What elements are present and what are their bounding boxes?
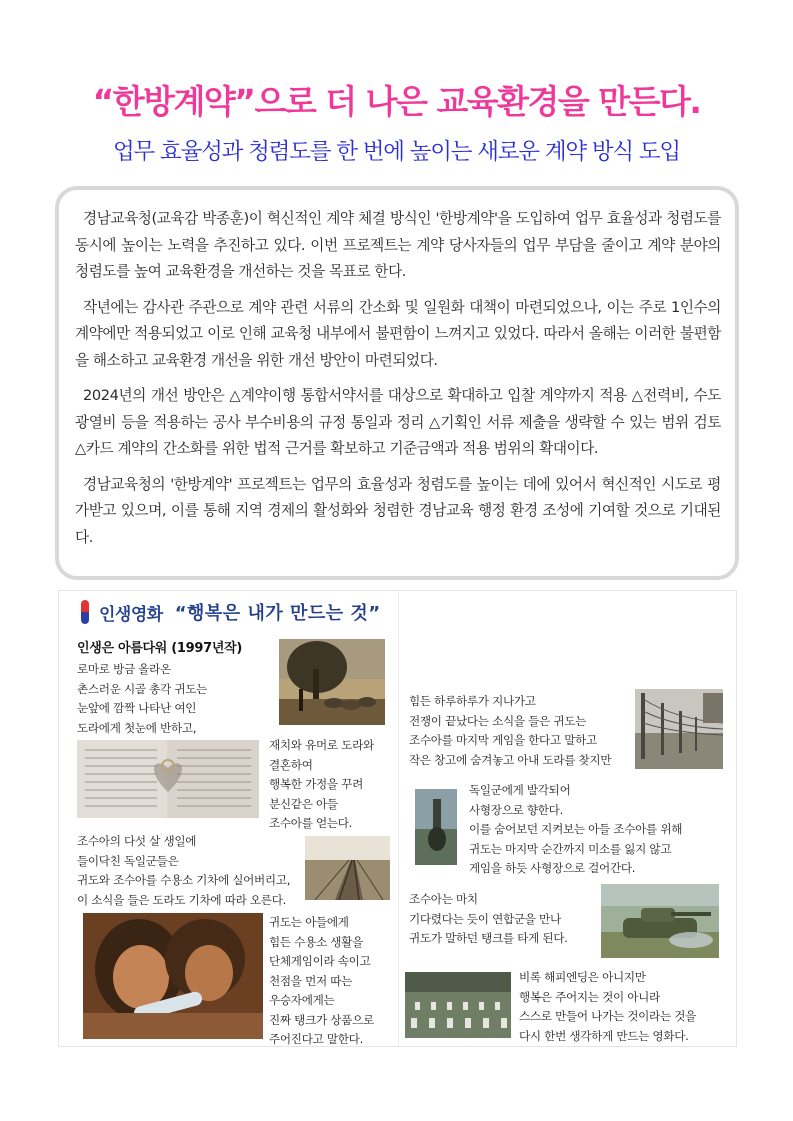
story-block-1: 로마로 방금 올라온 촌스러운 시골 총각 귀도는 눈앞에 깜짝 나타난 여인 도라에게 첫눈에 반하고, (77, 662, 208, 735)
article-box (55, 186, 739, 580)
story-block-2: 재치와 유머로 도라와 결혼하여 행복한 가정을 꾸려 분신같은 아들 조수아를 얻는다. (269, 738, 374, 830)
cemetery-image (405, 972, 511, 1038)
column-divider (398, 591, 399, 1046)
story-block-3: 조수아의 다섯 살 생일에 들이닥친 독일군들은 귀도와 조수아를 수용소 기차에 실어버리고, 이 소식을 들은 도라도 기차에 따라 오른다. (77, 834, 291, 907)
movie-quote: “행복은 내가 만드는 것” (174, 603, 381, 624)
prison-fence-image (635, 689, 723, 769)
story-block-5: 힘든 하루하루가 지나가고 전쟁이 끝났다는 소식을 들은 귀도는 조수아를 마지막 게임을 한다고 말하고 작은 창고에 숨겨놓고 아내 도라를 찾지만 (409, 694, 612, 767)
film-title: 인생은 아름다워 (1997년작) (77, 641, 243, 656)
movie-label: 인생영화 (99, 604, 163, 625)
article-paragraph: 2024년의 개선 방안은 △계약이행 통합서약서를 대상으로 확대하고 입찰 계약까지 적용 △전력비, 수도광열비 등을 적용하는 공사 부수비용의 규정 통일과 정리 △기획인 서류 제출을 생략할 수 있는 범위 검토 △카드 계약의 간소화를 위한 법적 근거를 확보하고 기준금액과 적용 범위의 확대이다. (75, 387, 721, 457)
book-heart-image (77, 740, 259, 818)
story-block-7: 조수아는 마치 기다렸다는 듯이 연합군을 만나 귀도가 말하던 탱크를 타게 된다. (409, 892, 568, 945)
children-water-image (83, 913, 263, 1039)
tank-image (601, 884, 719, 958)
page-subtitle: 업무 효율성과 청렴도를 한 번에 높이는 새로운 계약 방식 도입 (113, 139, 680, 165)
article-paragraph: 경남교육청의 '한방계약' 프로젝트는 업무의 효율성과 청렴도를 높이는 데에 있어서 혁신적인 시도로 평가받고 있으며, 이를 통해 지역 경제의 활성화와 청렴한 경남교육 행정 환경 조성에 기여할 것으로 기대된다. (75, 475, 721, 546)
story-block-8: 비록 해피엔딩은 아니지만 행복은 주어지는 것이 아니라 스스로 만들어 나가는 것이라는 것을 다시 한번 생각하게 만드는 영화다. (519, 970, 697, 1043)
story-block-4: 귀도는 아들에게 힘든 수용소 생활을 단체게임이라 속이고 천점을 먼저 따는 우승자에게는 진짜 탱크가 상품으로 주어진다고 말한다. (269, 915, 374, 1046)
page-title: “한방계약”으로 더 나은 교육환경을 만든다. (92, 82, 701, 121)
story-block-6: 독일군에게 발각되어 사형장으로 향한다. 이를 숨어보던 지켜보는 아들 조수아를 위해 귀도는 마지막 순간까지 미소를 잃지 않고 게임을 하듯 사형장으로 걸어간다. (469, 783, 683, 875)
movie-section (58, 590, 737, 1047)
article-paragraph: 작년에는 감사관 주관으로 계약 관련 서류의 간소화 및 일원화 대책이 마련되었으나, 이는 주로 1인수의 계약에만 적용되었고 이로 인해 교육청 내부에서 불편함이 느껴지고 있었다. 따라서 올해는 이러한 불편함을 해소하고 교육환경 개선을 위한 개선 방안이 마련되었다. (75, 298, 721, 369)
capsule-icon (81, 600, 89, 624)
sheep-field-image (279, 639, 385, 725)
boy-hiding-image (415, 789, 457, 865)
movie-header (81, 599, 381, 625)
article-paragraph: 경남교육청(교육감 박종훈)이 혁신적인 계약 체결 방식인 '한방계약'을 도입하여 업무 효율성과 청렴도를 동시에 높이는 노력을 추진하고 있다. 이번 프로젝트는 계약 당사자들의 업무 부담을 줄이고 계약 분야의 청렴도를 높여 교육환경을 개선하는 것을 목표로 한다. (75, 210, 721, 280)
railway-image (305, 836, 390, 900)
